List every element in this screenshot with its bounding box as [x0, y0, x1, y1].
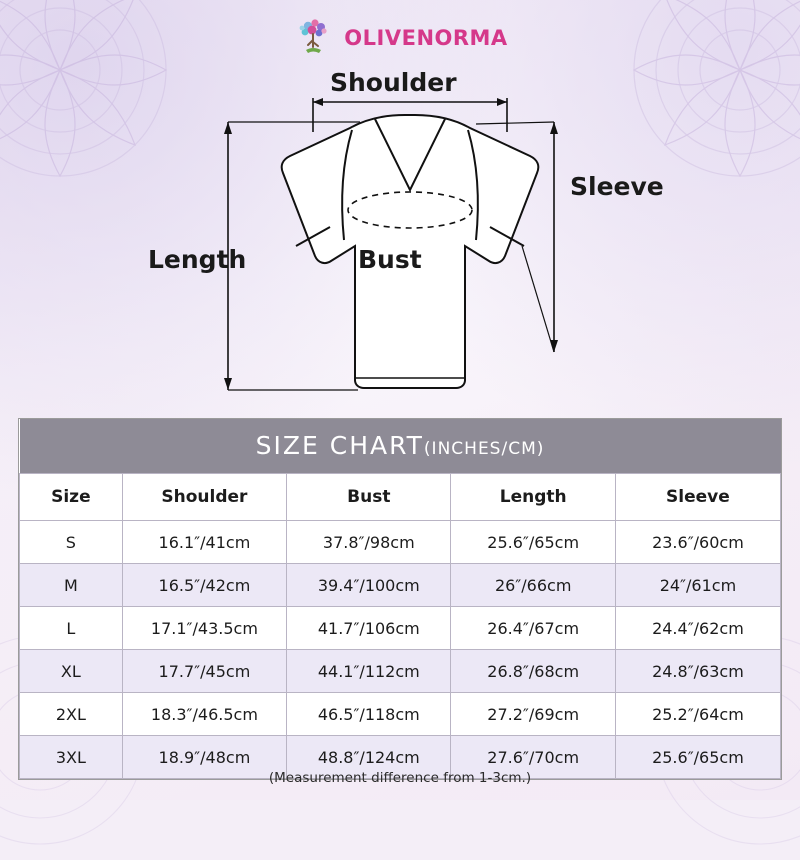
cell-length: 26.4″/67cm [451, 607, 615, 650]
cell-size: L [20, 607, 123, 650]
header-length: Length [451, 474, 615, 521]
label-bust: Bust [358, 245, 422, 274]
cell-size: 2XL [20, 693, 123, 736]
cell-bust: 37.8″/98cm [287, 521, 451, 564]
table-row [20, 650, 781, 693]
label-sleeve: Sleeve [570, 172, 664, 201]
garment-illustration [130, 60, 690, 410]
header-bust: Bust [287, 474, 451, 521]
cell-shoulder: 18.9″/48cm [122, 736, 286, 779]
cell-bust: 46.5″/118cm [287, 693, 451, 736]
cell-sleeve: 25.2″/64cm [615, 693, 780, 736]
cell-length: 26″/66cm [451, 564, 615, 607]
header-sleeve: Sleeve [615, 474, 780, 521]
table-title-units: (INCHES/CM) [423, 439, 545, 459]
size-chart-table [18, 418, 782, 780]
cell-length: 27.6″/70cm [451, 736, 615, 779]
garment-diagram-icon [130, 60, 690, 410]
cell-length: 26.8″/68cm [451, 650, 615, 693]
table-row [20, 564, 781, 607]
cell-size: XL [20, 650, 123, 693]
table-row [20, 693, 781, 736]
table-row [20, 521, 781, 564]
cell-sleeve: 23.6″/60cm [615, 521, 780, 564]
cell-length: 27.2″/69cm [451, 693, 615, 736]
cell-sleeve: 24.8″/63cm [615, 650, 780, 693]
table-header-row [20, 474, 781, 521]
label-length: Length [148, 245, 247, 274]
cell-sleeve: 24.4″/62cm [615, 607, 780, 650]
table-title: SIZE CHART [255, 431, 424, 460]
table-row [20, 607, 781, 650]
cell-bust: 39.4″/100cm [287, 564, 451, 607]
cell-size: M [20, 564, 123, 607]
cell-bust: 41.7″/106cm [287, 607, 451, 650]
cell-size: 3XL [20, 736, 123, 779]
brand-name: OLIVENORMA [344, 26, 508, 50]
cell-sleeve: 25.6″/65cm [615, 736, 780, 779]
cell-length: 25.6″/65cm [451, 521, 615, 564]
brand-logo [0, 16, 800, 60]
header-size: Size [20, 474, 123, 521]
cell-size: S [20, 521, 123, 564]
cell-shoulder: 17.7″/45cm [122, 650, 286, 693]
table-title-bar [20, 419, 781, 474]
cell-bust: 48.8″/124cm [287, 736, 451, 779]
cell-sleeve: 24″/61cm [615, 564, 780, 607]
header-shoulder: Shoulder [122, 474, 286, 521]
label-shoulder: Shoulder [330, 68, 457, 97]
cell-shoulder: 16.1″/41cm [122, 521, 286, 564]
measurement-note: (Measurement difference from 1-3cm.) [268, 770, 532, 786]
cell-bust: 44.1″/112cm [287, 650, 451, 693]
tree-logo-icon [292, 16, 336, 60]
cell-shoulder: 16.5″/42cm [122, 564, 286, 607]
cell-shoulder: 17.1″/43.5cm [122, 607, 286, 650]
cell-shoulder: 18.3″/46.5cm [122, 693, 286, 736]
